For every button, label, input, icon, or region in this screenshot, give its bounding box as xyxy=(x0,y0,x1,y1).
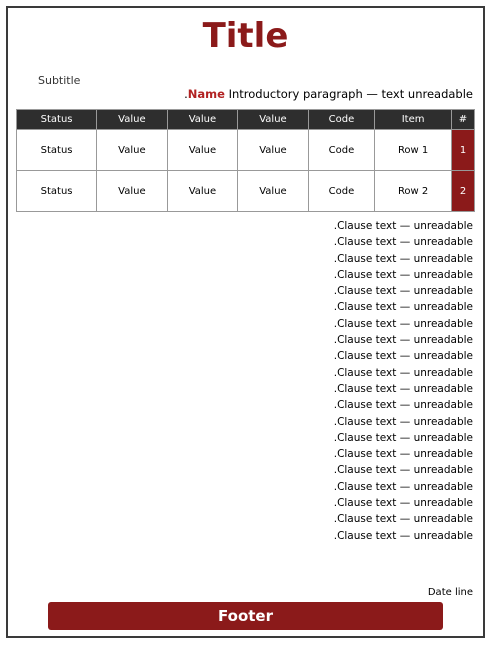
clause-line: Clause text — unreadable. xyxy=(333,399,473,412)
table-row xyxy=(17,171,475,212)
clause-line: Clause text — unreadable. xyxy=(333,366,473,379)
clause-line: Clause text — unreadable. xyxy=(333,236,473,249)
intro-highlight: Name xyxy=(187,87,225,101)
table-cell: Value xyxy=(167,171,238,212)
clause-line: Clause text — unreadable. xyxy=(333,464,473,477)
clause-line: Clause text — unreadable. xyxy=(333,497,473,510)
table-cell: Row 1 xyxy=(375,130,452,171)
intro-paragraph xyxy=(18,86,473,103)
table-cell: Code xyxy=(308,171,374,212)
clause-line: Clause text — unreadable. xyxy=(333,301,473,314)
footer-banner: Footer xyxy=(48,602,443,630)
clause-line: Clause text — unreadable. xyxy=(333,334,473,347)
table-cell: Value xyxy=(97,130,168,171)
table-cell: Code xyxy=(308,130,374,171)
table-cell: 1 xyxy=(452,130,475,171)
clause-line: Clause text — unreadable. xyxy=(333,415,473,428)
clause-line: Clause text — unreadable. xyxy=(333,448,473,461)
table-cell: Status xyxy=(17,171,97,212)
table-cell: Value xyxy=(167,130,238,171)
table-header-cell: # xyxy=(452,110,475,130)
clause-line: Clause text — unreadable. xyxy=(333,382,473,395)
table-header-cell: Item xyxy=(375,110,452,130)
clause-line: Clause text — unreadable. xyxy=(333,529,473,542)
clause-line: Clause text — unreadable. xyxy=(333,268,473,281)
table-cell: Value xyxy=(97,171,168,212)
table-cell: Value xyxy=(238,130,309,171)
page-title: Title xyxy=(202,16,289,56)
table-header-cell: Status xyxy=(17,110,97,130)
items-table xyxy=(16,109,475,212)
document-frame xyxy=(6,6,485,638)
clauses-list xyxy=(18,218,473,544)
intro-text: Introductory paragraph — text unreadable. xyxy=(184,87,473,101)
table-cell: Status xyxy=(17,130,97,171)
table-header-row xyxy=(17,110,475,130)
clause-line: Clause text — unreadable. xyxy=(333,252,473,265)
table-header-cell: Value xyxy=(238,110,309,130)
table-header-cell: Value xyxy=(97,110,168,130)
clause-line: Clause text — unreadable. xyxy=(333,285,473,298)
clause-line: Clause text — unreadable. xyxy=(333,480,473,493)
clause-line: Clause text — unreadable. xyxy=(333,350,473,363)
clause-line: Clause text — unreadable. xyxy=(333,431,473,444)
date-line: Date line xyxy=(427,587,473,598)
table-cell: Row 2 xyxy=(375,171,452,212)
clause-line: Clause text — unreadable. xyxy=(333,317,473,330)
table-row xyxy=(17,130,475,171)
table-header-cell: Value xyxy=(167,110,238,130)
table-cell: Value xyxy=(238,171,309,212)
table-cell: 2 xyxy=(452,171,475,212)
page-subtitle: Subtitle xyxy=(38,74,81,87)
table-header-cell: Code xyxy=(308,110,374,130)
clause-line: Clause text — unreadable. xyxy=(333,220,473,232)
clause-line: Clause text — unreadable. xyxy=(333,513,473,526)
